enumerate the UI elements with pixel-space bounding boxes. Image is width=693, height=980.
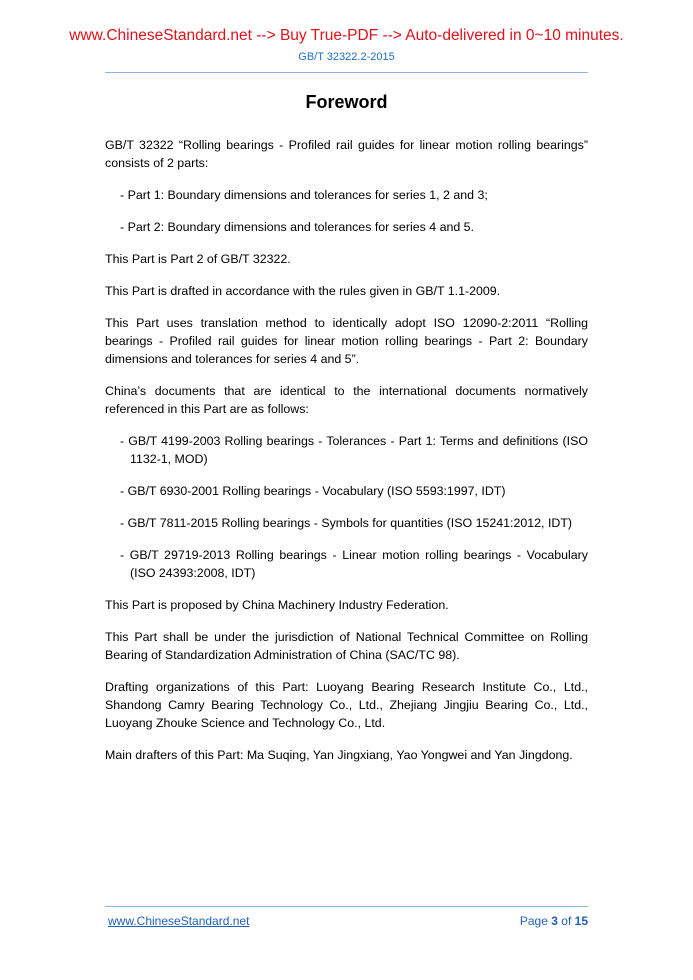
reference-item: - GB/T 7811-2015 Rolling bearings - Symbols for quantities (ISO 15241:2012, IDT) [120,516,573,530]
paragraph-proposed: This Part is proposed by China Machinery Industry Federation. [105,598,449,612]
document-id: GB/T 32322.2-2015 [298,51,395,63]
reference-item: - GB/T 6930-2001 Rolling bearings - Vocabulary (ISO 5593:1997, IDT) [120,484,506,498]
footer-divider [105,906,588,907]
page-title: Foreword [305,92,388,112]
page-label: Page [519,914,548,928]
reference-item: - GB/T 29719-2013 Rolling bearings - Linear motion rolling bearings - Vocabulary (ISO 24393:2008, IDT) [120,548,588,580]
list-item-part2: - Part 2: Boundary dimensions and tolerances for series 4 and 5. [120,220,475,234]
page-indicator [520,914,588,928]
paragraph-jurisdiction: This Part shall be under the jurisdiction of National Technical Committee on Rolling Bearing of Standardization Administration of China (SAC/TC 98). [105,630,588,662]
paragraph-drafters: Main drafters of this Part: Ma Suqing, Yan Jingxiang, Yao Yongwei and Yan Jingdong. [105,748,573,762]
page-of-label: of [561,914,572,928]
header-divider [105,72,588,73]
list-item-part1: - Part 1: Boundary dimensions and tolerances for series 1, 2 and 3; [120,188,488,202]
header-banner-link[interactable]: www.ChineseStandard.net --> Buy True-PDF --> Auto-delivered in 0~10 minutes. [69,27,624,44]
paragraph-intro: GB/T 32322 “Rolling bearings - Profiled rail guides for linear motion rolling bearings” consists of 2 parts: [105,138,588,170]
paragraph-organizations: Drafting organizations of this Part: Luoyang Bearing Research Institute Co., Ltd., Shandong Camry Bearing Technology Co., Ltd., Zhejiang Jingjiu Bearing Co., Ltd., Luoyang Zhouke Science and Technology Co., Ltd. [105,680,588,730]
page-number: 3 [551,914,558,928]
paragraph-drafted: This Part is drafted in accordance with the rules given in GB/T 1.1-2009. [105,284,501,298]
paragraph-translation: This Part uses translation method to identically adopt ISO 12090-2:2011 “Rolling bearings - Profiled rail guides for linear motion rolling bearings - Part 2: Boundary dimensions and tolerances for series 4 and 5”. [105,316,588,366]
paragraph-china-docs: China’s documents that are identical to the international documents normatively referenced in this Part are as follows: [105,384,588,416]
footer-link[interactable]: www.ChineseStandard.net [108,914,250,928]
paragraph-this-part: This Part is Part 2 of GB/T 32322. [105,252,291,266]
reference-item: - GB/T 4199-2003 Rolling bearings - Tolerances - Part 1: Terms and definitions (ISO 1132-1, MOD) [120,434,588,466]
page-total: 15 [574,914,588,928]
document-body [105,136,588,778]
